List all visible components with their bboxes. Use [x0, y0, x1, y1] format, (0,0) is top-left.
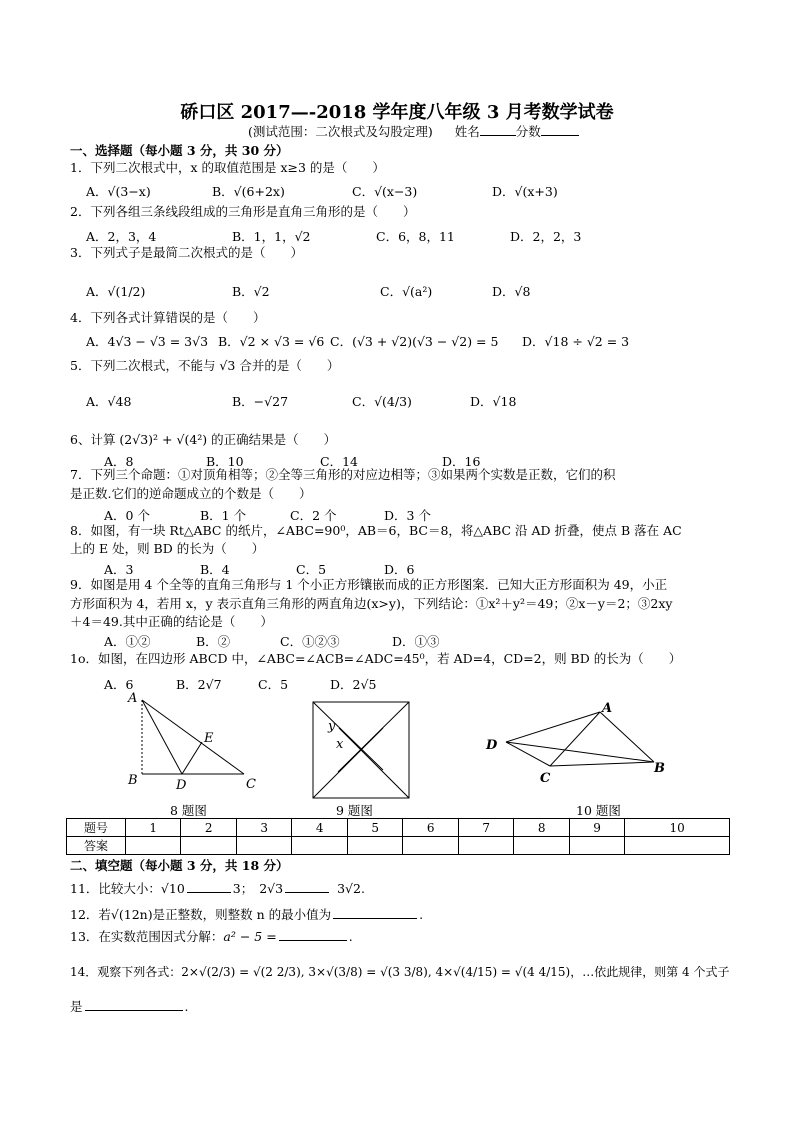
q1-option-b[interactable]: B．√(6+2x) [212, 184, 285, 199]
q8-option-c[interactable]: C．5 [296, 562, 327, 577]
answer-cell-9[interactable] [569, 837, 624, 855]
q12-end: . [419, 907, 424, 922]
q11-prefix: 11．比较大小： [70, 881, 161, 896]
fig10-label-c: C [540, 771, 551, 786]
q7-option-d[interactable]: D．3 个 [384, 508, 431, 523]
q13 [70, 928, 353, 945]
q6-option-a[interactable]: A．8 [104, 454, 134, 469]
q3-stem: 3．下列式子是最简二次根式的是（ ） [70, 245, 303, 260]
question-number-5: 5 [347, 819, 402, 837]
q10-stem: 1o．如图，在四边形 ABCD 中，∠ABC=∠ACB=∠ADC=45⁰，若 AD=4，CD=2，则 BD 的长为（ ） [70, 651, 682, 666]
q14-line2 [70, 998, 189, 1015]
q11-blank-1[interactable] [187, 880, 231, 893]
answer-cell-10[interactable] [625, 837, 730, 855]
score-label: 分数 [515, 124, 541, 139]
score-blank[interactable] [541, 123, 579, 136]
q14-end: . [184, 999, 189, 1014]
q13-blank[interactable] [279, 928, 347, 941]
q1-option-c[interactable]: C．√(x−3) [352, 184, 418, 199]
fig8-caption: 8 题图 [170, 803, 207, 818]
answer-cell-7[interactable] [458, 837, 513, 855]
fig9-line-1 [313, 702, 383, 770]
q3-option-a[interactable]: A．√(1/2) [86, 284, 146, 299]
answer-cell-1[interactable] [126, 837, 181, 855]
q2-stem: 2．下列各组三条线段组成的三角形是直角三角形的是（ ） [70, 204, 416, 219]
table-row-numbers [67, 819, 730, 837]
question-number-10: 10 [625, 819, 730, 837]
q5-option-c[interactable]: C．√(4/3) [352, 394, 412, 409]
q2-option-a[interactable]: A．2，3，4 [86, 229, 157, 244]
q5-option-d[interactable]: D．√18 [470, 394, 517, 409]
question-number-4: 4 [292, 819, 347, 837]
fig9-label-y: y [328, 719, 336, 734]
q1-stem: 1．下列二次根式中，x 的取值范围是 x≥3 的是（ ） [70, 160, 385, 175]
fig10-line-cb [550, 762, 654, 766]
table-row-answers [67, 837, 730, 855]
q7-option-b[interactable]: B．1 个 [200, 508, 247, 523]
question-number-7: 7 [458, 819, 513, 837]
section1-heading: 一、选择题（每小题 3 分，共 30 分） [70, 143, 289, 158]
subtitle [248, 122, 579, 140]
fig8-line-ad [142, 700, 182, 774]
q14-rest: ，…依此规律，则第 4 个式子 [570, 965, 730, 979]
q11-blank-2[interactable] [285, 880, 329, 893]
figure-8 [120, 692, 270, 797]
q4-option-c[interactable]: C．(√3 + √2)(√3 − √2) = 5 [330, 334, 499, 349]
question-number-1: 1 [126, 819, 181, 837]
section2-heading: 二、填空题（每小题 3 分，共 18 分） [70, 858, 289, 873]
test-scope: (测试范围：二次根式及勾股定理) [248, 124, 433, 139]
fig8-label-e: E [204, 731, 214, 746]
q7-line2: 是正数.它们的逆命题成立的个数是（ ） [70, 486, 312, 501]
q4-option-a[interactable]: A．4√3 − √3 = 3√3 [86, 334, 209, 349]
q5-option-a[interactable]: A．√48 [86, 394, 132, 409]
fig8-label-d: D [176, 778, 187, 793]
q2-option-c[interactable]: C．6，8，11 [376, 229, 455, 244]
fig8-label-b: B [128, 773, 138, 788]
q7-line1: 7．下列三个命题：①对顶角相等；②全等三角形的对应边相等；③如果两个实数是正数，它们的积 [70, 467, 616, 482]
q4-option-b[interactable]: B．√2 × √3 = √6 [218, 334, 325, 349]
q14-blank[interactable] [85, 998, 183, 1011]
fig8-label-c: C [246, 777, 256, 792]
q9-option-d[interactable]: D．①③ [392, 634, 440, 649]
q6-option-c[interactable]: C．14 [320, 454, 358, 469]
figure-9 [308, 698, 414, 802]
fig9-label-x: x [336, 737, 344, 752]
q8-line2: 上的 E 处，则 BD 的长为（ ） [70, 541, 265, 556]
row-label-answer: 答案 [67, 837, 126, 855]
q3-option-c[interactable]: C．√(a²) [380, 284, 433, 299]
q2-option-d[interactable]: D．2，2，3 [510, 229, 582, 244]
q10-option-a[interactable]: A．6 [104, 677, 134, 692]
q10-option-b[interactable]: B．2√7 [176, 677, 222, 692]
q10-option-c[interactable]: C．5 [258, 677, 289, 692]
q9-option-b[interactable]: B．② [196, 634, 231, 649]
question-number-9: 9 [569, 819, 624, 837]
q8-option-b[interactable]: B．4 [200, 562, 230, 577]
q11-text-1: 3； [232, 881, 254, 896]
answer-cell-5[interactable] [347, 837, 402, 855]
q11 [70, 880, 365, 897]
q9-option-a[interactable]: A．①② [104, 634, 151, 649]
row-label-number: 题号 [67, 819, 126, 837]
q9-line3: ＋4＝49.其中正确的结论是（ ） [70, 614, 273, 629]
question-number-6: 6 [403, 819, 458, 837]
answer-cell-8[interactable] [514, 837, 569, 855]
q9-option-c[interactable]: C．①②③ [280, 634, 340, 649]
q12-rest: 是正整数，则整数 n 的最小值为 [152, 907, 332, 922]
fig8-line-ac [142, 700, 244, 774]
answer-cell-3[interactable] [236, 837, 291, 855]
q13-end: . [348, 929, 353, 944]
q12 [70, 906, 423, 923]
q9-line1: 9．如图是用 4 个全等的直角三角形与 1 个小正方形镶嵌而成的正方形图案．已知大正方形面积为 49，小正 [70, 577, 668, 592]
name-blank[interactable] [480, 123, 516, 136]
q8-option-d[interactable]: D．6 [384, 562, 415, 577]
q13-prefix: 13．在实数范围因式分解： [70, 929, 224, 944]
q6-stem: 6、计算 (2√3)² + √(4²) 的正确结果是（ ） [70, 432, 337, 447]
q6-option-b[interactable]: B．10 [206, 454, 244, 469]
q14-line2-prefix: 是 [70, 999, 83, 1014]
q11-expr-3: 3√2 [337, 881, 361, 896]
q14-line1 [70, 964, 729, 980]
fig10-label-b: B [654, 761, 665, 776]
answer-cell-6[interactable] [403, 837, 458, 855]
q14-expr: 2×√(2/3) = √(2 2/3), 3×√(3/8) = √(3 3/8), 4×√(4/15) = √(4 4/15) [181, 965, 571, 979]
fig9-line-4 [313, 728, 383, 798]
fig10-label-d: D [486, 738, 498, 753]
q1-option-a[interactable]: A．√(3−x) [86, 184, 151, 199]
q4-option-d[interactable]: D．√18 ÷ √2 = 3 [522, 334, 630, 349]
q4-stem: 4．下列各式计算错误的是（ ） [70, 310, 266, 325]
fig10-line-dc [506, 742, 550, 766]
fig10-line-db [506, 742, 654, 762]
q14-prefix: 14．观察下列各式： [70, 965, 182, 979]
q12-blank[interactable] [333, 906, 417, 919]
q8-option-a[interactable]: A．3 [104, 562, 134, 577]
answer-cell-4[interactable] [292, 837, 347, 855]
fig8-label-a: A [128, 692, 138, 706]
fig10-label-a: A [602, 701, 613, 716]
q5-stem: 5．下列二次根式，不能与 √3 合并的是（ ） [70, 358, 340, 373]
q1-option-d[interactable]: D．√(x+3) [492, 184, 558, 199]
q11-expr-1: √10 [160, 881, 185, 896]
question-number-8: 8 [514, 819, 569, 837]
page-title: 硚口区 2017—-2018 学年度八年级 3 月考数学试卷 [180, 102, 614, 123]
q13-expr: a² − 5 = [223, 929, 277, 944]
q10-option-d[interactable]: D．2√5 [330, 677, 377, 692]
q9-line2: 方形面积为 4，若用 x，y 表示直角三角形的两直角边(x>y)，下列结论：①x²＋y²＝49；②x－y＝2；③2xy [70, 596, 673, 611]
name-label: 姓名 [454, 124, 480, 139]
q5-option-b[interactable]: B．−√27 [232, 394, 289, 409]
q11-expr-2: 2√3 [259, 881, 284, 896]
figure-10 [482, 700, 682, 792]
q12-prefix: 12．若 [70, 907, 111, 922]
fig10-line-ab [600, 712, 654, 762]
q6-option-d[interactable]: D．16 [442, 454, 481, 469]
fig8-line-de [182, 742, 202, 774]
q12-expr: √(12n) [110, 907, 153, 922]
answer-table [66, 818, 730, 855]
question-number-2: 2 [181, 819, 236, 837]
fig9-line-3 [339, 728, 409, 798]
q7-option-c[interactable]: C．2 个 [290, 508, 337, 523]
fig10-caption: 10 题图 [576, 803, 621, 818]
q8-line1: 8．如图，有一块 Rt△ABC 的纸片，∠ABC=90⁰，AB＝6，BC＝8，将△ABC 沿 AD 折叠，使点 B 落在 AC [70, 523, 682, 538]
q3-option-d[interactable]: D．√8 [492, 284, 531, 299]
fig9-caption: 9 题图 [336, 803, 373, 818]
q7-option-a[interactable]: A．0 个 [104, 508, 150, 523]
q11-end: . [360, 881, 365, 896]
q2-option-b[interactable]: B．1，1，√2 [232, 229, 311, 244]
q3-option-b[interactable]: B．√2 [232, 284, 270, 299]
answer-cell-2[interactable] [181, 837, 236, 855]
question-number-3: 3 [236, 819, 291, 837]
